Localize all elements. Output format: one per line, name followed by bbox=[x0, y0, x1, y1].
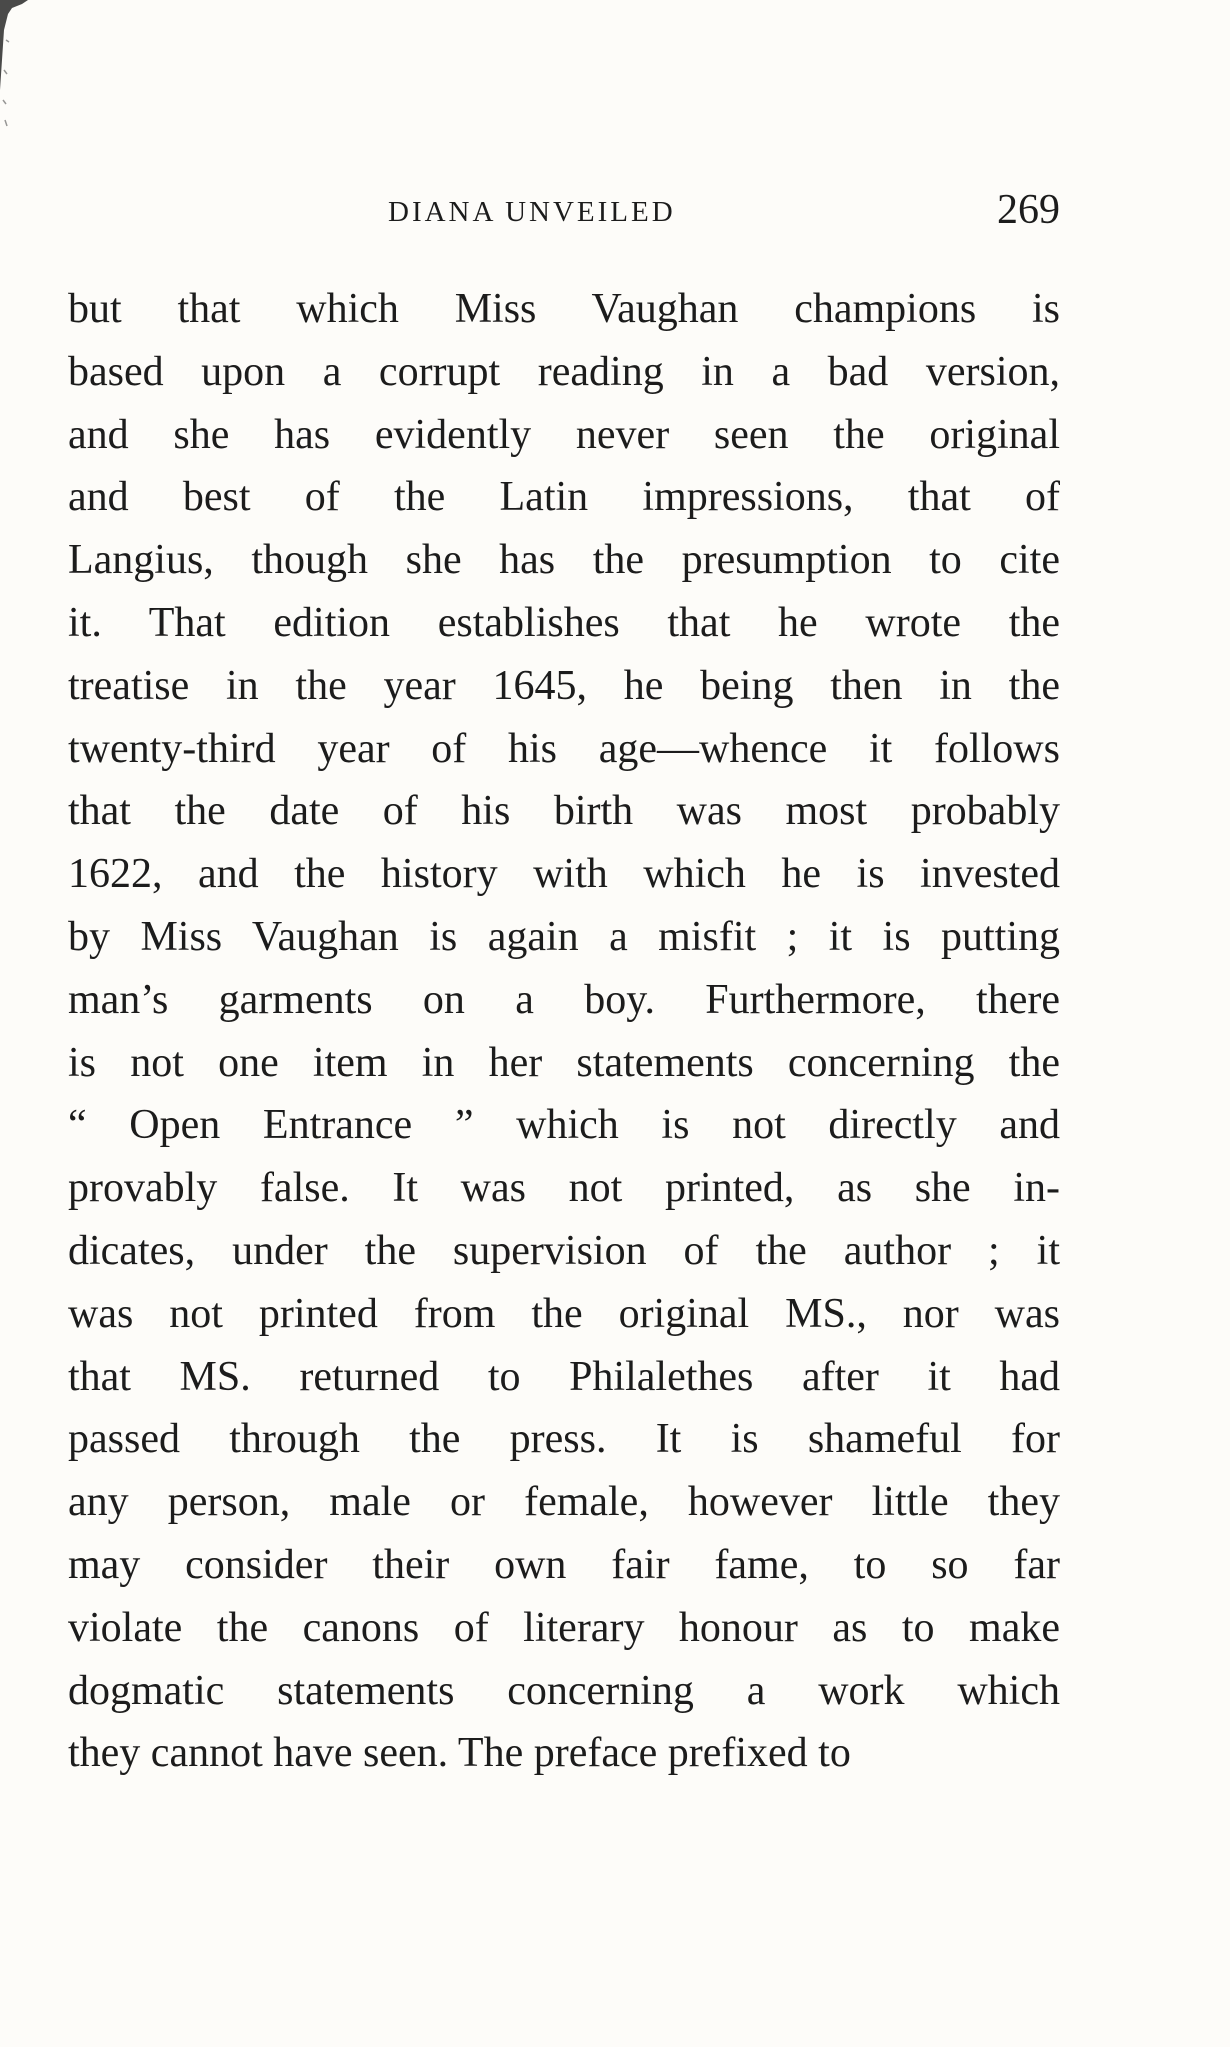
text-line: passed through the press. It is shameful for bbox=[68, 1416, 1060, 1463]
text-line: 1622, and the history with which he is invested bbox=[68, 851, 1060, 898]
text-line: dogmatic statements concerning a work which bbox=[68, 1667, 1060, 1714]
text-line: man’s garments on a boy. Furthermore, there bbox=[68, 976, 1060, 1023]
text-line: that the date of his birth was most probably bbox=[68, 788, 1060, 835]
text-line: “ Open Entrance ” which is not directly and bbox=[68, 1102, 1060, 1149]
body-text bbox=[68, 278, 1060, 1785]
text-line: based upon a corrupt reading in a bad version, bbox=[68, 348, 1060, 395]
text-line: but that which Miss Vaughan champions is bbox=[68, 286, 1060, 332]
text-line: they cannot have seen. The preface prefixed to bbox=[68, 1730, 851, 1777]
text-line: treatise in the year 1645, he being then in the bbox=[68, 662, 1060, 709]
text-line: may consider their own fair fame, to so far bbox=[68, 1541, 1060, 1588]
text-line: and she has evidently never seen the original bbox=[68, 411, 1060, 458]
text-line: is not one item in her statements concerning the bbox=[68, 1039, 1060, 1086]
text-line: dicates, under the supervision of the author ; it bbox=[68, 1227, 1060, 1274]
text-line: violate the canons of literary honour as to make bbox=[68, 1604, 1060, 1651]
text-line: any person, male or female, however little they bbox=[68, 1479, 1060, 1526]
text-line: it. That edition establishes that he wrote the bbox=[68, 599, 1060, 646]
text-line: Langius, though she has the presumption to cite bbox=[68, 537, 1060, 584]
text-line: that MS. returned to Philalethes after it had bbox=[68, 1353, 1060, 1400]
scan-edge-mark bbox=[0, 0, 30, 140]
running-title: DIANA UNVEILED bbox=[388, 196, 676, 228]
page-header bbox=[68, 186, 1060, 246]
text-line: and best of the Latin impressions, that of bbox=[68, 474, 1060, 521]
text-line: was not printed from the original MS., nor was bbox=[68, 1290, 1060, 1337]
text-line: provably false. It was not printed, as she in- bbox=[68, 1165, 1060, 1212]
text-line: by Miss Vaughan is again a misfit ; it is putting bbox=[68, 913, 1060, 960]
page-number: 269 bbox=[997, 187, 1060, 233]
text-line: twenty-third year of his age—whence it follows bbox=[68, 725, 1060, 772]
